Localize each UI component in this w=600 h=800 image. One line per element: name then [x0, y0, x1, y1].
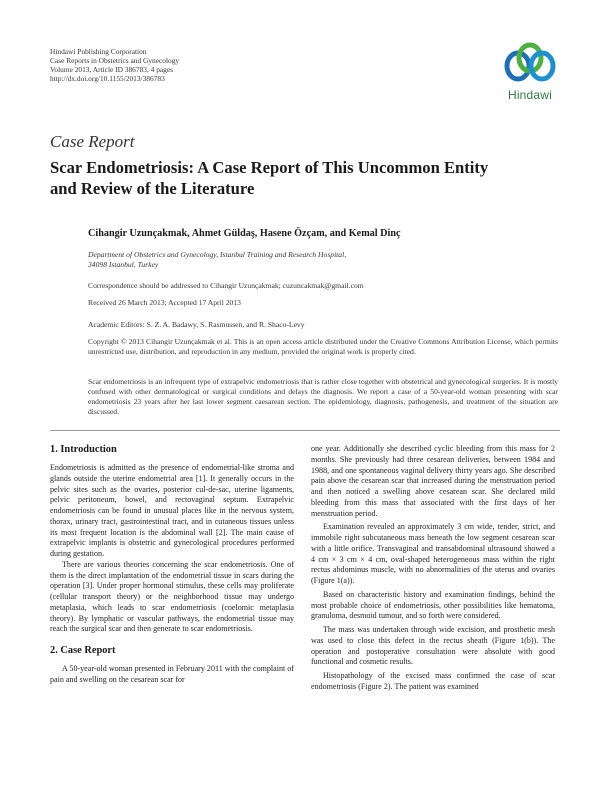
- journal-name: Case Reports in Obstetrics and Gynecology: [50, 56, 180, 65]
- affiliation-line-2: 34098 Istanbul, Turkey: [88, 260, 159, 269]
- article-type: Case Report: [50, 132, 135, 151]
- case-report-paragraph-5: The mass was undertaken through wide excision, and prosthetic mesh was used to close this defect in the rectus sheath (Figure 1(b)). The operation and postoperative consultation were absolute with good functional and cosmetic results.: [311, 625, 555, 667]
- author-list: Cihangir Uzunçakmak, Ahmet Güldaş, Hasene Özçam, and Kemal Dinç: [88, 228, 401, 239]
- section-divider: [50, 430, 560, 431]
- introduction-heading: 1. Introduction: [50, 444, 117, 455]
- title-line-1: Scar Endometriosis: A Case Report of This Uncommon Entity: [50, 158, 489, 177]
- case-report-paragraph-1: A 50-year-old woman presented in February 2011 with the complaint of pain and swelling on the cesarean scar for: [50, 664, 294, 684]
- case-report-paragraph-3: Examination revealed an approximately 3 cm wide, tender, strict, and immobile right subcutaneous mass beneath the low segment cesarean scar with a little orifice. Transvaginal and transabdominal ultrasound showed a 4 cm × 3 cm × 4 cm, oval-shaped heterogeneous mass within the right rectus abdominus muscle, with no abnormalities of the uterus and ovaries (Figure 1(a)).: [311, 522, 555, 585]
- left-column: [50, 444, 294, 686]
- case-report-paragraph-2: one year. Additionally she described cyclic bleeding from this mass for 2 months. She previously had three cesarean deliveries, between 1984 and 1988, and one spontaneous vaginal delivery thirty years ago. She described pain above the cesarean scar that increased during the menstruation period and then noticed a swelling above cesarean scar. She declared mild bleeding from this mass that associated with the first days of her menstruation period.: [311, 444, 555, 518]
- journal-header: [50, 47, 179, 83]
- volume-info: Volume 2013, Article ID 386783, 4 pages: [50, 65, 174, 74]
- copyright-notice: Copyright © 2013 Cihangir Uzunçakmak et al. This is an open access article distributed under the Creative Commons Attribution License, which permits unrestricted use, distribution, and reproduction in any medium, provided the original work is properly cited.: [88, 337, 558, 356]
- introduction-paragraph-2: There are various theories concerning the scar endometriosis. One of them is the direct implantation of the endometrial tissue in scars during the operation [3]. Under proper hormonal stimulus, these cells may proliferate (cellular transport theory) or the neighborhood tissue may undergo metaplasia, which leads to scar endometriosis (coelomic metaplasia theory). By lymphatic or vascular pathways, the endometrial tissue may reach the surgical scar and then generate to scar endometriosis.: [50, 559, 294, 634]
- correspondence: Correspondence should be addressed to Cihangir Uzunçakmak; cuzuncakmak@gmail.com: [88, 281, 364, 290]
- article-title: [50, 157, 550, 199]
- introduction-paragraph-1: Endometriosis is admitted as the presence of endometrial-like stroma and glands outside the uterine endometrial area [1]. It generally occurs in the pelvic sites such as the ovaries, posterior cul-de-sac, uterine ligaments, pelvic peritoneum, bowel, and rectovaginal septum. Extrapelvic endometriosis can be found in unusual places like in the nervous system, thorax, urinary tract, gastrointestinal tract, and in cutaneous tissues unless its most frequent location is the abdominal wall [2]. The main cause of extrapelvic implants is obstetric and gynecological procedures performed during gestation.: [50, 463, 294, 558]
- hindawi-rings-icon: [500, 40, 560, 88]
- title-line-2: and Review of the Literature: [50, 179, 255, 198]
- affiliation-line-1: Department of Obstetrics and Gynecology, Istanbul Training and Research Hospital,: [88, 250, 347, 259]
- received-accepted-dates: Received 26 March 2013; Accepted 17 April 2013: [88, 298, 241, 307]
- case-report-heading: 2. Case Report: [50, 645, 116, 656]
- logo-wordmark: Hindawi: [507, 88, 553, 102]
- affiliation: [88, 250, 558, 270]
- case-report-paragraph-4: Based on characteristic history and examination findings, behind the most probable choice of endometriosis, other possibilities like hematoma, granuloma, desmoid tumour, and so forth were considered.: [311, 589, 555, 621]
- doi-link[interactable]: http://dx.doi.org/10.1155/2013/386783: [50, 74, 165, 83]
- right-column: [311, 444, 555, 693]
- academic-editors: Academic Editors: S. Z. A. Badawy, S. Rasmussen, and R. Shaco-Levy: [88, 320, 305, 329]
- abstract: Scar endometriosis is an infrequent type of extrapelvic endometriosis that is rather close together with obstetrical and gynecological surgeries. It is mostly confused with other dermatological or surgical conditions and delays the diagnosis. We report a case of a 50-year-old woman presenting with scar endometriosis 23 years after her last lower segment caesarean section. The epidemiology, diagnosis, pathogenesis, and treatment of the situation are discussed.: [88, 377, 558, 416]
- case-report-paragraph-6: Histopathology of the excised mass confirmed the case of scar endometriosis (Figure 2). The patient was examined: [311, 671, 555, 691]
- publisher-name: Hindawi Publishing Corporation: [50, 47, 147, 56]
- hindawi-logo: [500, 40, 560, 104]
